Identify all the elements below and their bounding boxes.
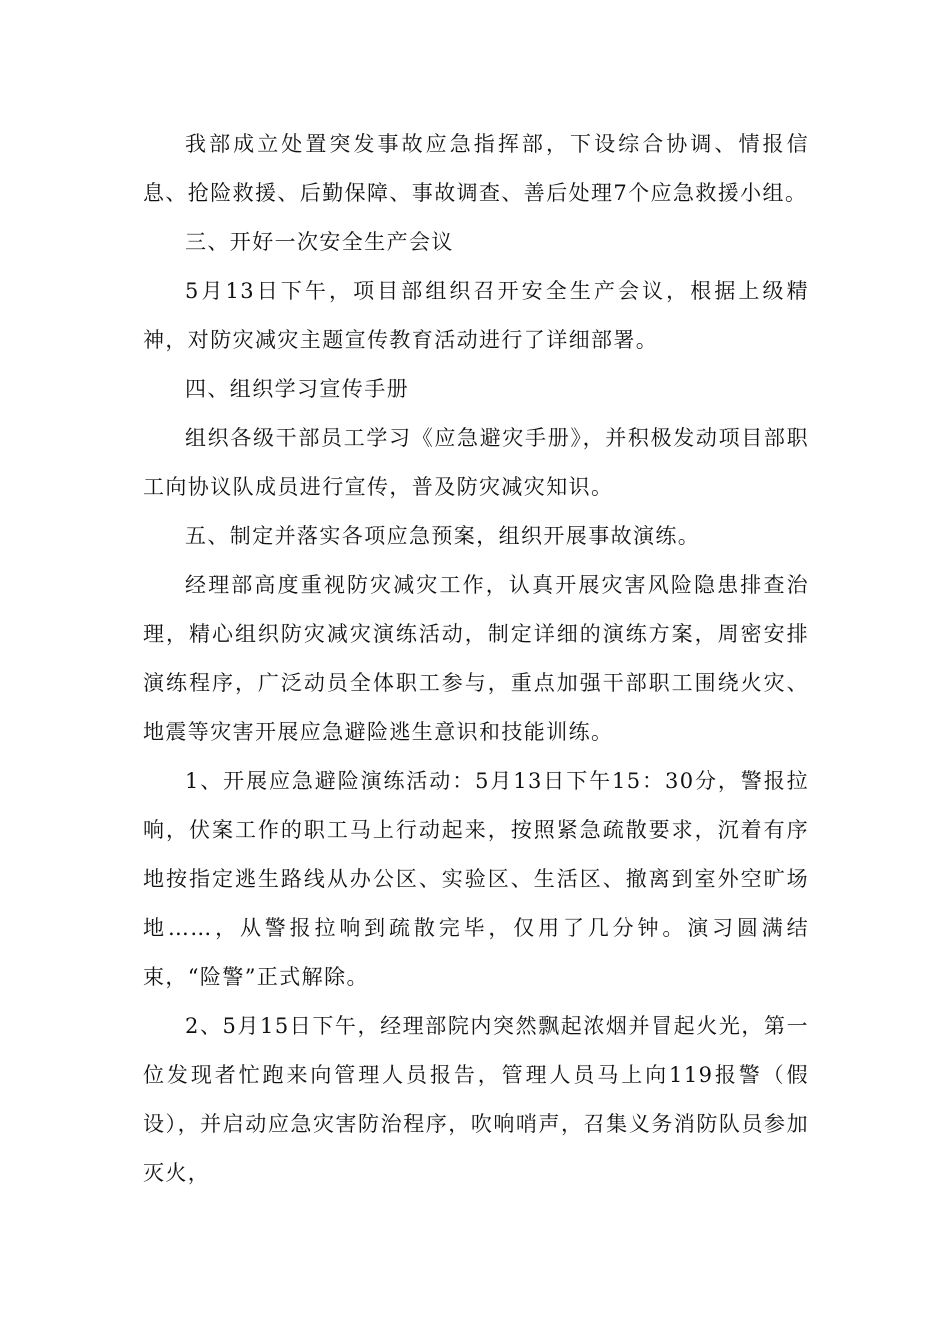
heading-safety-meeting: 三、开好一次安全生产会议 bbox=[185, 230, 454, 254]
paragraph-fire-drill: 2、5月15日下午，经理部院内突然飘起浓烟并冒起火光，第一位发现者忙跑来向管理人员报告，管理人员马上向119报警（假设），并启动应急灾害防治程序，吹响哨声，召集义务消防队员参加灭火， bbox=[143, 1014, 809, 1185]
heading-study-handbook: 四、组织学习宣传手册 bbox=[185, 377, 409, 401]
paragraph-safety-meeting: 5月13日下午，项目部组织召开安全生产会议，根据上级精神，对防灾减灾主题宣传教育活动进行了详细部署。 bbox=[143, 279, 809, 352]
heading-emergency-plans: 五、制定并落实各项应急预案，组织开展事故演练。 bbox=[185, 524, 701, 548]
paragraph-emergency-plans: 经理部高度重视防灾减灾工作，认真开展灾害风险隐患排查治理，精心组织防灾减灾演练活动，制定详细的演练方案，周密安排演练程序，广泛动员全体职工参与，重点加强干部职工围绕火灾、地震等灾害开展应急避险逃生意识和技能训练。 bbox=[143, 573, 809, 744]
paragraph-evacuation-drill: 1、开展应急避险演练活动：5月13日下午15：30分，警报拉响，伏案工作的职工马上行动起来，按照紧急疏散要求，沉着有序地按指定逃生路线从办公区、实验区、生活区、撤离到室外空旷场地……，从警报拉响到疏散完毕，仅用了几分钟。演习圆满结束，“险警”正式解除。 bbox=[143, 769, 809, 989]
paragraph-study-handbook: 组织各级干部员工学习《应急避灾手册》，并积极发动项目部职工向协议队成员进行宣传，普及防灾减灾知识。 bbox=[143, 426, 809, 499]
document-body bbox=[143, 120, 809, 1198]
paragraph-command-center: 我部成立处置突发事故应急指挥部，下设综合协调、情报信息、抢险救援、后勤保障、事故调查、善后处理7个应急救援小组。 bbox=[143, 132, 809, 205]
